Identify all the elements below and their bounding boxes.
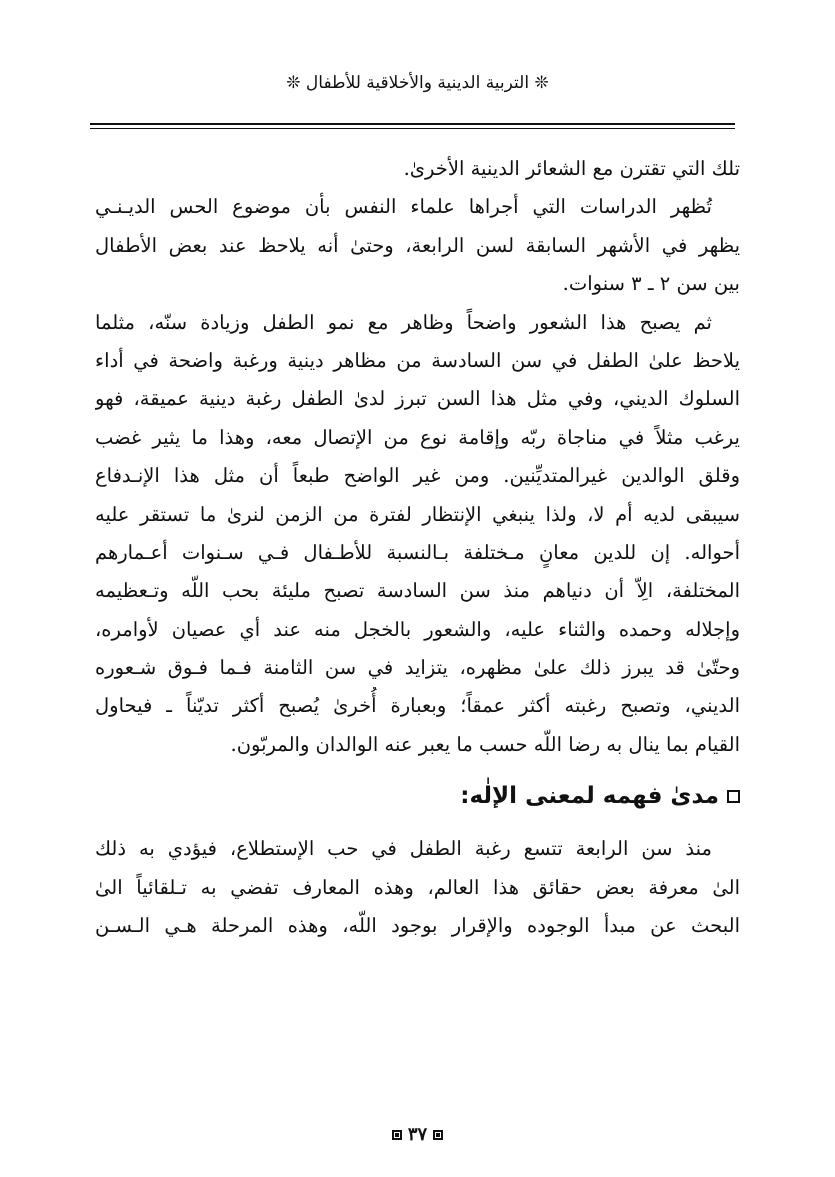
text-line: يرغب مثلاً في مناجاة ربّه وإقامة نوع من الإتصال معه، وهذا ما يثير غضب: [95, 425, 740, 449]
text-line: سيبقى لديه أم لا، ولذا ينبغي الإنتظار لفترة من الزمن لنرىٰ ما تستقر عليه: [95, 502, 740, 526]
paragraph: [95, 188, 740, 303]
text-line: وقلق الوالدين غيرالمتديِّنين. ومن غير الواضح طبعاً أن مثل هذا الإنـدفاع: [95, 464, 740, 488]
paragraph: [95, 830, 740, 945]
text-line: القيام بما ينال به رضا اللّه حسب ما يعبر عنه الوالدان والمربّون.: [230, 732, 740, 756]
body-text: [95, 150, 740, 945]
text-line: تُظهر الدراسات التي أجراها علماء النفس بأن موضوع الحس الديـنـي: [95, 195, 712, 219]
text-line: يلاحظ علىٰ الطفل في سن السادسة من مظاهر دينية ورغبة واضحة في أداء: [95, 348, 740, 372]
folio-square-icon-right: [433, 1130, 443, 1140]
page-number: ٣٧: [407, 1124, 428, 1145]
text-line: المختلفة، الِاّ أن دنياهم منذ سن السادسة تصبح مليئة بحب اللّه وتـعظيمه: [95, 579, 740, 603]
text-line: أحواله. إن للدين معانٍ مـختلفة بـالنسبة للأطـفال فـي سـنوات أعـمارهم: [95, 540, 740, 564]
section-heading: [95, 768, 740, 824]
paragraph: [95, 150, 740, 188]
paragraph: [95, 304, 740, 765]
text-line: ثم يصبح هذا الشعور واضحاً وظاهر مع نمو الطفل وزيادة سنّه، مثلما: [95, 310, 712, 334]
text-line: السلوك الديني، وفي مثل هذا السن تبرز لدىٰ الطفل رغبة دينية عميقة، فهو: [95, 387, 740, 411]
section-heading-text: مدىٰ فهمه لمعنى الإلٰه:: [460, 783, 719, 810]
text-line: تلك التي تقترن مع الشعائر الدينية الأخرىٰ.: [403, 157, 740, 180]
paragraphs-after-heading: [95, 830, 740, 945]
text-line: يظهر في الأشهر السابقة لسن الرابعة، وحتىٰ أنه يلاحظ عند بعض الأطفال: [95, 233, 740, 257]
text-line: البحث عن مبدأ الوجوده والإقرار بوجود اللّه، وهذه المرحلة هـي الـسـن: [95, 914, 740, 938]
folio-square-icon-left: [392, 1130, 402, 1140]
header-rule-thin: [90, 128, 735, 129]
text-line: وإجلاله وحمده والثناء عليه، والشعور بالخجل منه عند أي عصيان لأوامره،: [95, 617, 740, 641]
text-line: الديني، وتصبح رغبته أكثر عمقاً؛ وبعبارة أُخرىٰ يُصبح أكثر تديّناً ـ فيحاول: [95, 694, 740, 718]
text-line: الىٰ معرفة بعض حقائق هذا العالم، وهذه المعارف تفضي به تـلقائياً الىٰ: [95, 875, 740, 899]
paragraphs-before-heading: [95, 150, 740, 764]
text-line: منذ سن الرابعة تتسع رغبة الطفل في حب الإستطلاع، فيؤدي به ذلك: [95, 837, 712, 861]
page-number-footer: [0, 1124, 835, 1145]
text-line: بين سن ٢ ـ ٣ سنوات.: [562, 272, 740, 296]
header-rule-thick: [90, 123, 735, 125]
running-header: ❊ التربية الدينية والأخلاقية للأطفال ❊: [286, 73, 549, 93]
square-bullet-icon: [727, 790, 740, 803]
text-line: وحتّىٰ قد يبرز ذلك علىٰ مظهره، يتزايد في سن الثامنة فـما فـوق شـعوره: [95, 656, 740, 680]
